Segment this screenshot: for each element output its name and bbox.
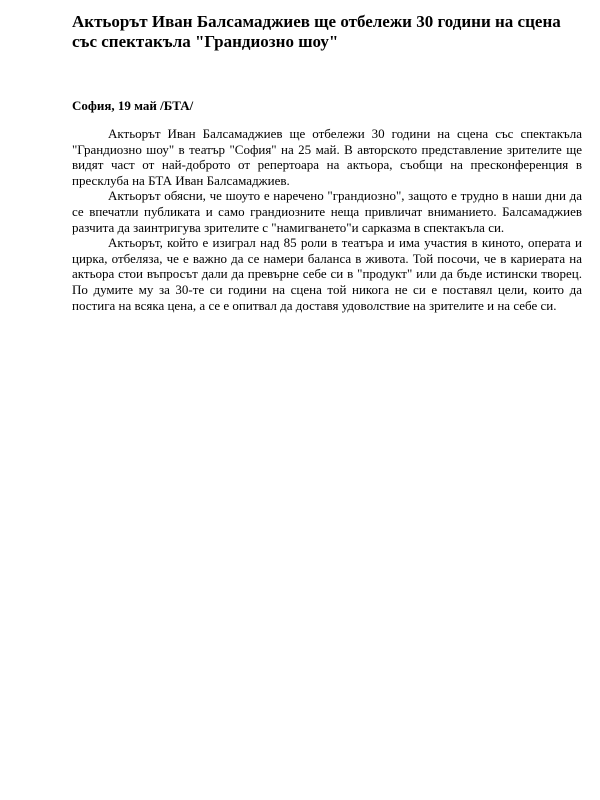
article-headline: Актьорът Иван Балсамаджиев ще отбележи 30 години на сцена със спектакъла "Грандиозно шоу" <box>72 12 561 51</box>
article-body <box>72 126 582 313</box>
article-paragraph: Актьорът Иван Балсамаджиев ще отбележи 30 години на сцена със спектакъла "Грандиозно шоу" в театър "София" на 25 май. В авторското представление зрителите ще видят част от най-доброто от репертоара на актьора, съобщи на пресконференция в пресклуба на БТА Иван Балсамаджиев. <box>72 126 582 188</box>
document-page <box>72 12 582 313</box>
article-paragraph: Актьорът, който е изиграл над 85 роли в театъра и има участия в киното, операта и цирка, отбеляза, че е важно да се намери баланса в живота. Той посочи, че в кариерата на актьора стои въпросът дали да превърне себе си в "продукт" или да бъде истински творец. По думите му за 30-те си години на сцена той никога не си е поставял цели, които да постига на всяка цена, а се е опитвал да доставя удоволствие на зрителите и на себе си. <box>72 235 582 313</box>
article-dateline: София, 19 май /БТА/ <box>72 98 194 113</box>
article-paragraph: Актьорът обясни, че шоуто е наречено "грандиозно", защото е трудно в наши дни да се впечатли публиката и само грандиозните неща привличат вниманието. Балсамаджиев разчита да заинтригува зрителите с "намигването"и сарказма в спектакъла си. <box>72 188 582 235</box>
